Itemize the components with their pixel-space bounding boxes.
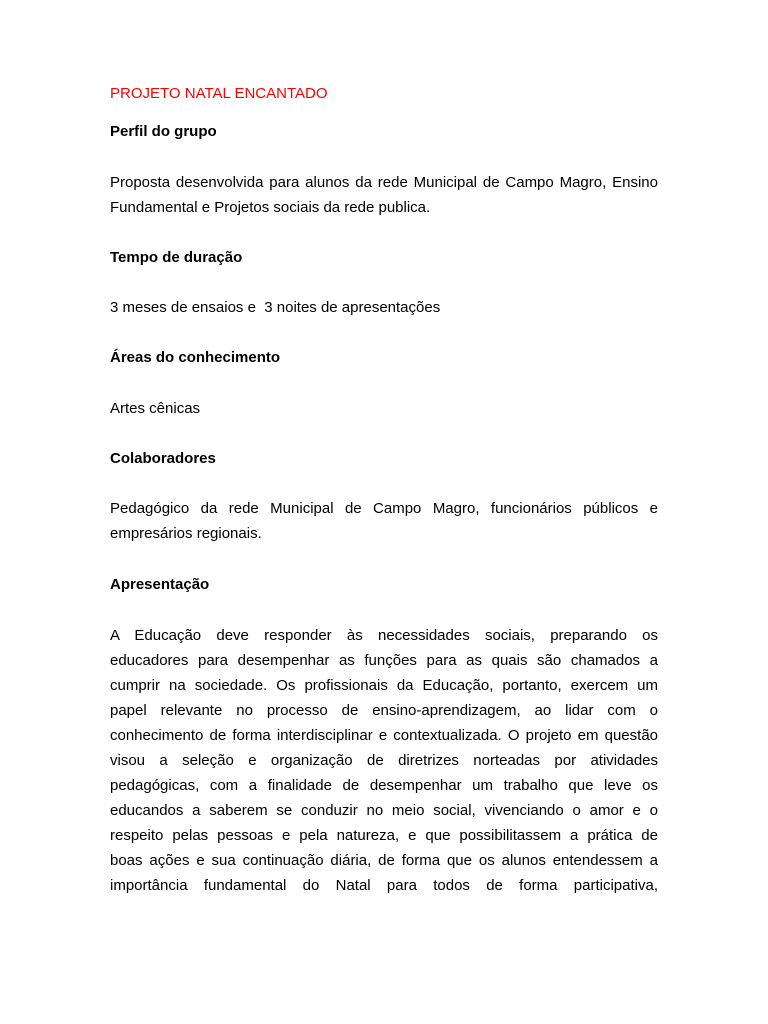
- section-heading-apresentacao: Apresentação: [110, 576, 210, 593]
- paragraph-line: importância fundamental do Natal para todos de forma participativa,: [110, 877, 658, 894]
- paragraph-line: empresários regionais.: [110, 525, 262, 542]
- paragraph-line: 3 meses de ensaios e 3 noites de apresentações: [110, 299, 441, 316]
- paragraph-line: papel relevante no processo de ensino-aprendizagem, ao lidar com o: [110, 702, 658, 719]
- paragraph-line: Proposta desenvolvida para alunos da rede Municipal de Campo Magro, Ensino: [110, 174, 658, 191]
- section-heading-areas: Áreas do conhecimento: [110, 349, 281, 366]
- document-title: PROJETO NATAL ENCANTADO: [110, 85, 328, 102]
- paragraph-line: Fundamental e Projetos sociais da rede publica.: [110, 199, 431, 216]
- paragraph-line: educandos a saberem se conduzir no meio social, vivenciando o amor e o: [110, 802, 658, 819]
- paragraph-line: conhecimento de forma interdisciplinar e contextualizada. O projeto em questão: [110, 727, 658, 744]
- paragraph-line: cumprir na sociedade. Os profissionais da Educação, portanto, exercem um: [110, 677, 658, 694]
- paragraph-line: Artes cênicas: [110, 400, 201, 417]
- section-heading-perfil: Perfil do grupo: [110, 123, 217, 140]
- section-heading-tempo: Tempo de duração: [110, 249, 243, 266]
- paragraph-line: boas ações e sua continuação diária, de forma que os alunos entendessem a: [110, 852, 658, 869]
- paragraph-line: respeito pelas pessoas e pela natureza, e que possibilitassem a prática de: [110, 827, 658, 844]
- section-heading-colaboradores: Colaboradores: [110, 450, 216, 467]
- paragraph-line: Pedagógico da rede Municipal de Campo Magro, funcionários públicos e: [110, 500, 658, 517]
- paragraph-line: educadores para desempenhar as funções para as quais são chamados a: [110, 652, 658, 669]
- paragraph-line: A Educação deve responder às necessidades sociais, preparando os: [110, 627, 658, 644]
- paragraph-line: visou a seleção e organização de diretrizes norteadas por atividades: [110, 752, 658, 769]
- paragraph-line: pedagógicas, com a finalidade de desempenhar um trabalho que leve os: [110, 777, 658, 794]
